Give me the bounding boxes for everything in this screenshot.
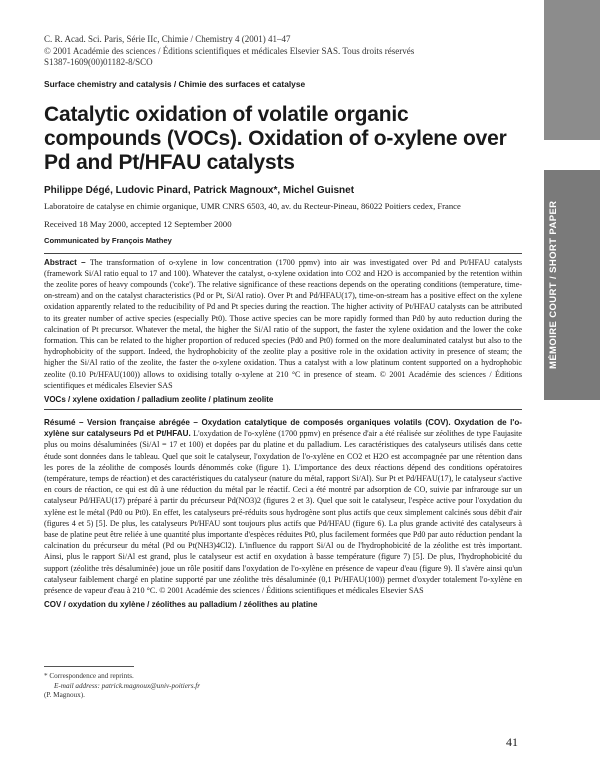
footnote-rule	[44, 666, 134, 667]
keywords-english: VOCs / xylene oxidation / palladium zeolite / platinum zeolite	[44, 395, 522, 410]
resume-block	[44, 417, 522, 596]
article-title: Catalytic oxidation of volatile organic compounds (VOCs). Oxidation of o-xylene over Pd and Pt/HFAU catalysts	[44, 102, 507, 174]
journal-citation: C. R. Acad. Sci. Paris, Série IIc, Chimie / Chemistry 4 (2001) 41–47	[44, 34, 291, 44]
received-dates: Received 18 May 2000, accepted 12 September 2000	[44, 218, 232, 229]
sidebar-label: MÉMOIRE COURT / SHORT PAPER	[548, 200, 559, 370]
affiliation: Laboratoire de catalyse en chimie organique, UMR CNRS 6503, 40, av. du Recteur-Pineau, 86022 Poitiers cedex, France	[44, 200, 461, 211]
communicated-by: Communicated by François Mathey	[44, 235, 172, 245]
sidebar-top-block	[544, 0, 600, 140]
copyright-line: © 2001 Académie des sciences / Éditions scientifiques et médicales Elsevier SAS. Tous droits réservés	[44, 45, 415, 56]
resume-label: Résumé – Version française abrégée – Oxydation catalytique de composés organiques volatils (COV). Oxydation de l'o-xylène sur catalyseurs Pd et Pt/HFAU.	[44, 417, 522, 439]
article-page	[44, 34, 522, 609]
page-number: 41	[506, 735, 518, 749]
footnote-author: (P. Magnoux).	[44, 691, 85, 700]
article-identifier: S1387-1609(00)01182-8/SCO	[44, 57, 153, 67]
abstract-top-rule	[44, 253, 522, 254]
abstract-text: The transformation of o-xylene in low concentration (1700 ppmv) into air was investigated over Pd and Pt/HFAU catalysts (framework Si/Al ratio equal to 17 and 100). Whatever the catalyst, o-xylene oxidation into CO2 and H2O is accompanied by the retention within the zeolite pores of heavy compounds ('coke'). The relative significance of these reactions depends on the operating conditions (temperature, time-on-stream) and on the catalyst characteristics (Pd or Pt, Si/Al ratio). Over Pt and Pd/HFAU(17), time-on-stream has a positive effect on the xylene oxidation apparently related to the reducibility of Pd and Pt species during the reaction. The higher activity of Pt/HFAU catalysts can be attributed to its greater number of active species (especially Pt0). Those active species can be more rapidly formed than Pd0 by auto reduction during the calcination of Pt precursor. Whatever the metal, the higher the Si/Al ratio of the support, the faster the xylene oxidation and the lower the coke formation. This can be related to the higher proportion of reduced species (Pd0 and Pt0) formed on the more dealuminated catalyst but also to the hydrophobicity of the support. Indeed, the hydrophobicity of the zeolite play a positive role in the oxidation activity in presence of steam; the higher the Si/Al ratio of the zeolite, the faster the o-xylene oxidation. Thus a catalyst with a low platinum content supported on a hydrophobic zeolite (0.10 Pt/HFAU(100)) allows to oxidising totally o-xylene at 210 °C in presence of steam. © 2001 Académie des sciences / Éditions scientifiques et médicales Elsevier SAS	[44, 257, 522, 390]
footnote-email[interactable]: E-mail address: patrick.magnoux@univ-poitiers.fr	[54, 681, 201, 690]
abstract-label: Abstract –	[44, 257, 90, 267]
section-heading: Surface chemistry and catalysis / Chimie des surfaces et catalyse	[44, 78, 306, 89]
author-list: Philippe Dégé, Ludovic Pinard, Patrick Magnoux*, Michel Guisnet	[44, 184, 355, 196]
keywords-french: COV / oxydation du xylène / zéolithes au palladium / zéolithes au platine	[44, 600, 318, 610]
abstract-block	[44, 257, 522, 391]
article-type-sidebar	[544, 0, 600, 776]
footnote-correspondence: * Correspondence and reprints.	[44, 672, 134, 680]
journal-header	[44, 34, 522, 69]
resume-text: L'oxydation de l'o-xylène (1700 ppmv) en présence d'air a été réalisée sur zéolithes de type Faujasite plus ou moins désaluminées (Si/Al = 17 et 100) et dopées par du platine et du palladium. Les caractéristiques des catalyseurs utilisés dans cette étude sont données dans le tableau. Quel que soit le catalyseur, l'oxydation de l'o-xylène en CO2 et H2O est accompagnée par une rétention dans les pores de la zéolithe de composés lourds dénommés coke (figure 1). L'importance des deux réactions dépend des conditions opératoires (température, temps de réaction) et des caractéristiques du catalyseur (nature du métal, rapport Si/Al). Sur Pt et Pd/HFAU(17), le catalyseur s'active en cours de réaction, ce qui est dû à une réduction du métal par le réactif. Ceci a été montré par adsorption de CO, suivie par infrarouge sur un catalyseur Pd/HFAU(17) préparé à partir du précurseur Pd(NO3)2 (figures 2 et 3). Quel que soit le catalyseur, l'espèce active pour l'oxydation du xylène est le métal (Pd0 ou Pt0). En effet, les catalyseurs pré-réduits sous hydrogène sont plus actifs que ceux simplement calcinés sous débit d'air (figures 4 et 5) [5]. De plus, les catalyseurs Pt/HFAU sont toujours plus actifs que Pd/HFAU (figure 6). La plus grande activité des catalyseurs à base de platine peut être reliée à une quantité plus importante d'espèces réduites Pt0, plus facilement formées que Pd0 par auto réduction pendant la calcination du précurseur du métal (Pd ou Pt(NH3)4Cl2). L'influence du rapport Si/Al ou de l'hydrophobicité de la zéolithe est très important. Ainsi, plus le rapport Si/Al est grand, plus le catalyseur est actif en oxydation à basse température (figure 7) [5]. De plus, l'hydrophobicité du support (zéolithe très désaluminée) joue un rôle positif dans l'oxydation de l'o-xylène en présence de vapeur d'eau (figure 9). Il s'avère ainsi qu'un catalyseur faiblement chargé en platine supporté par une zéolithe très désaluminée (0,1 Pt/HFAU(100)) permet d'oxyder totalement l'o-xylène en présence de vapeur d'eau à 210 °C. © 2001 Académie des sciences / Éditions scientifiques et médicales Elsevier SAS	[44, 429, 523, 595]
footnote	[44, 672, 200, 701]
